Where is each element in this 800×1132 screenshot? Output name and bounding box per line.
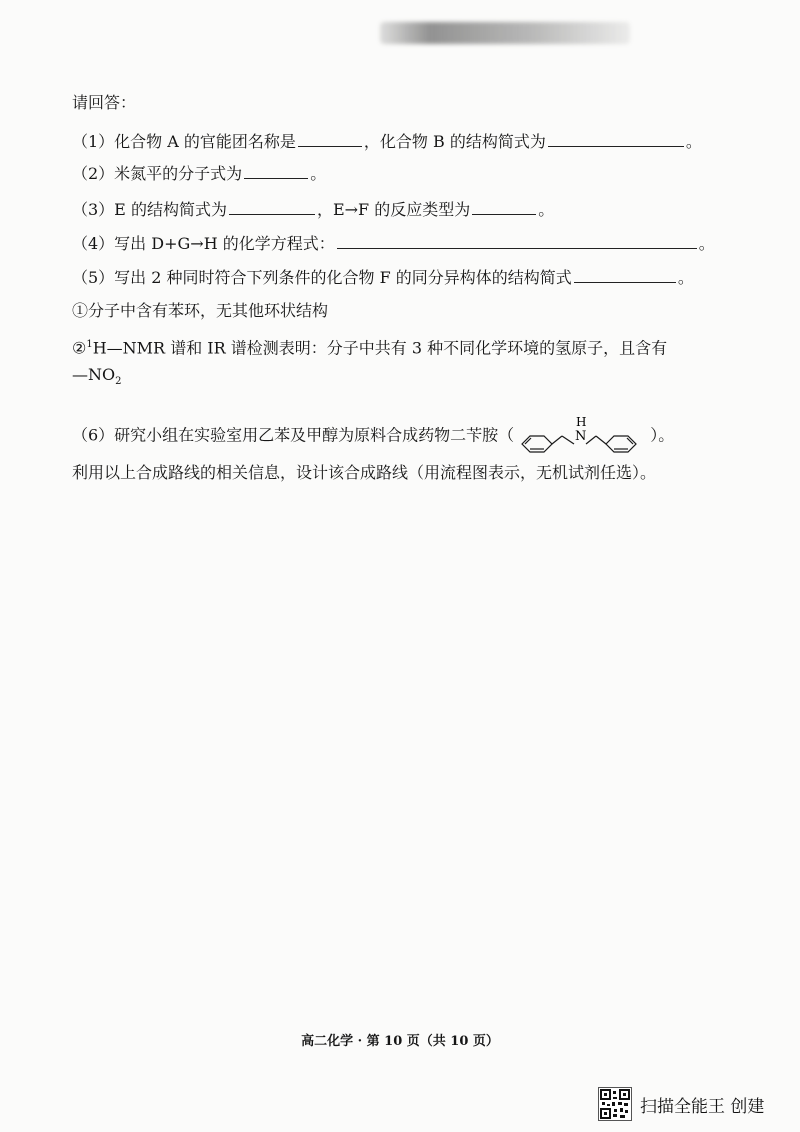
no2-sub: 2	[115, 376, 122, 388]
q2-prefix: （2）米氮平的分子式为	[72, 164, 243, 183]
watermark-text: 扫描全能王 创建	[640, 1096, 765, 1117]
intro-line: 请回答：	[72, 93, 137, 112]
q4-prefix: （4）写出 D+G→H 的化学方程式：	[72, 234, 335, 253]
q3-blank-1	[229, 198, 315, 215]
cond2-text: H—NMR 谱和 IR 谱检测表明：分子中共有 3 种不同化学环境的氢原子，且含有	[92, 338, 668, 358]
question-2	[72, 162, 326, 185]
cond2-sup: 1	[86, 339, 93, 350]
dibenzylamine-structure	[516, 414, 648, 458]
q1-middle: ，化合物 B 的结构简式为	[363, 132, 546, 151]
q4-end: 。	[698, 234, 715, 253]
q3-end: 。	[538, 200, 555, 219]
qr-code-icon	[598, 1087, 632, 1121]
q1-blank-2	[548, 130, 684, 147]
q2-blank	[244, 162, 308, 179]
q3-blank-2	[472, 198, 536, 215]
cond2-circ: ②	[72, 338, 87, 358]
q3-prefix: （3）E 的结构简式为	[72, 200, 227, 219]
q1-prefix: （1）化合物 A 的官能团名称是	[72, 132, 296, 151]
mol-n-label: N	[575, 429, 587, 444]
q6-close: ）。	[650, 425, 675, 445]
question-5	[72, 266, 694, 289]
condition-2-no2	[72, 364, 122, 393]
question-1	[72, 130, 702, 153]
q6-text: （6）研究小组在实验室用乙苯及甲醇为原料合成药物二苄胺（	[72, 425, 515, 445]
q5-prefix: （5）写出 2 种同时符合下列条件的化合物 F 的同分异构体的结构简式	[72, 268, 572, 287]
condition-1: ①分子中含有苯环，无其他环状结构	[72, 301, 329, 320]
condition-2	[72, 334, 667, 359]
q1-end: 。	[685, 132, 702, 151]
q5-end: 。	[677, 268, 694, 287]
scanner-watermark	[598, 1088, 764, 1120]
mol-h-label: H	[576, 415, 587, 429]
question-6	[72, 414, 674, 458]
q2-end: 。	[310, 164, 327, 183]
q5-blank	[574, 266, 676, 283]
question-6-line-2: 利用以上合成路线的相关信息，设计该合成路线（用流程图表示，无机试剂任选）。	[72, 463, 657, 482]
question-4	[72, 232, 715, 255]
no2-main: —NO	[72, 365, 116, 384]
question-3	[72, 198, 554, 221]
page-footer: 高二化学 · 第 10 页（共 10 页）	[301, 1034, 499, 1049]
q4-blank	[337, 232, 697, 249]
q3-middle: ，E→F 的反应类型为	[316, 200, 471, 219]
q1-blank-1	[298, 130, 362, 147]
header-smudge	[380, 22, 630, 44]
